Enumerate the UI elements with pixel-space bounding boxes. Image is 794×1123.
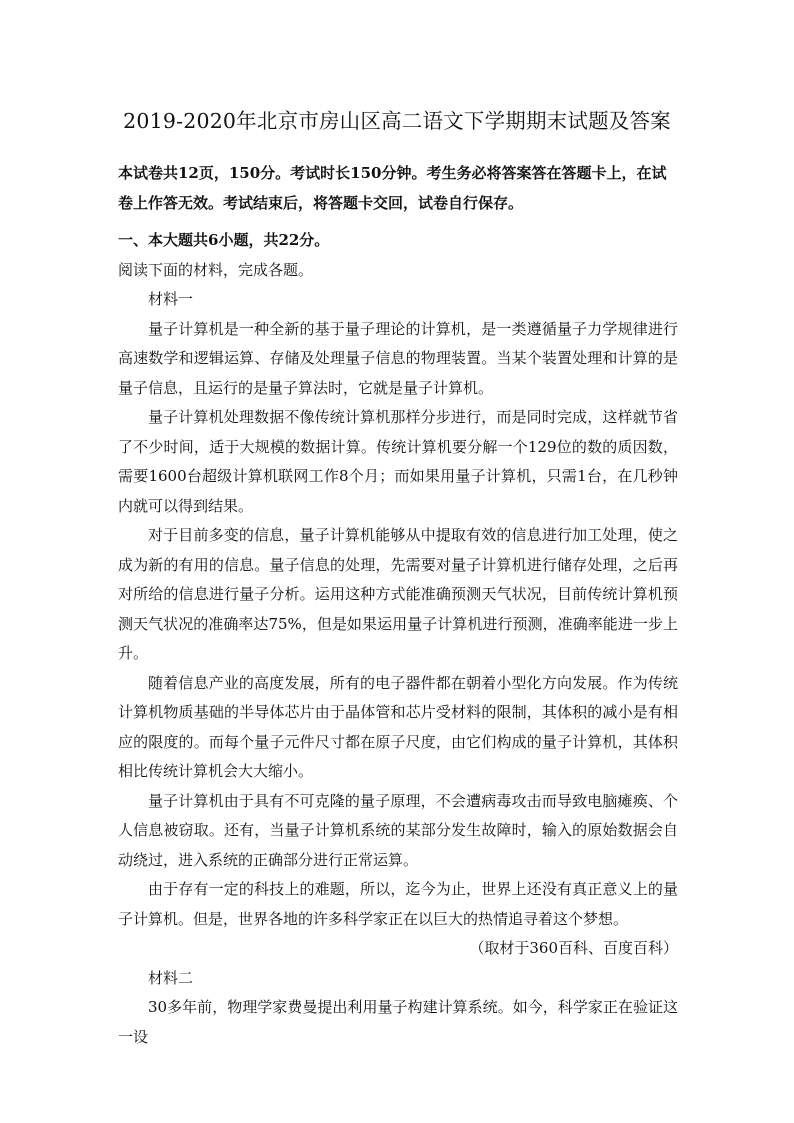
- material1-paragraph: 量子计算机由于具有不可克隆的量子原理，不会遭病毒攻击而导致电脑瘫痪、个人信息被窃取。还有，当量子计算机系统的某部分发生故障时，输入的原始数据会自动绕过，进入系统的正确部分进行正常运算。: [118, 791, 678, 869]
- section-heading: 一、本大题共6小题，共22分。: [118, 231, 330, 249]
- material1-paragraph: 由于存有一定的科技上的难题，所以，迄今为止，世界上还没有真正意义上的量子计算机。但是，世界各地的许多科学家正在以巨大的热情追寻着这个梦想。: [118, 880, 678, 928]
- material1-paragraph: 随着信息产业的高度发展，所有的电子器件都在朝着小型化方向发展。作为传统计算机物质基础的半导体芯片由于晶体管和芯片受材料的限制，其体积的减小是有相应的限度的。而每个量子元件尺寸都在原子尺度，由它们构成的量子计算机，其体积相比传统计算机会大大缩小。: [118, 673, 678, 780]
- exam-instructions: 本试卷共12页，150分。考试时长150分钟。考生务必将答案答在答题卡上，在试卷上作答无效。考试结束后，将答题卡交回，试卷自行保存。: [118, 164, 667, 212]
- material1-label: 材料一: [148, 290, 194, 308]
- material-body: [118, 285, 678, 1052]
- material2-paragraph: 30多年前，物理学家费曼提出利用量子构建计算系统。如今，科学家正在验证这一设: [118, 998, 678, 1046]
- document-title: 2019-2020年北京市房山区高二语文下学期期末试题及答案: [123, 109, 671, 133]
- material1-source: （取材于360百科、百度百科）: [469, 939, 678, 957]
- material1-paragraph: 量子计算机是一种全新的基于量子理论的计算机，是一类遵循量子力学规律进行高速数学和逻辑运算、存储及处理量子信息的物理装置。当某个装置处理和计算的是量子信息，且运行的是量子算法时，它就是量子计算机。: [118, 319, 678, 397]
- material1-paragraph: 对于目前多变的信息，量子计算机能够从中提取有效的信息进行加工处理，使之成为新的有用的信息。量子信息的处理，先需要对量子计算机进行储存处理，之后再对所给的信息进行量子分析。运用这种方式能准确预测天气状况，目前传统计算机预测天气状况的准确率达75%，但是如果运用量子计算机进行预测，准确率能进一步上升。: [118, 526, 678, 662]
- reading-prompt: 阅读下面的材料，完成各题。: [118, 261, 314, 279]
- material1-paragraph: 量子计算机处理数据不像传统计算机那样分步进行，而是同时完成，这样就节省了不少时间，适于大规模的数据计算。传统计算机要分解一个129位的数的质因数，需要1600台超级计算机联网工作8个月；而如果用量子计算机，只需1台，在几秒钟内就可以得到结果。: [118, 408, 678, 515]
- material2-label: 材料二: [148, 968, 194, 987]
